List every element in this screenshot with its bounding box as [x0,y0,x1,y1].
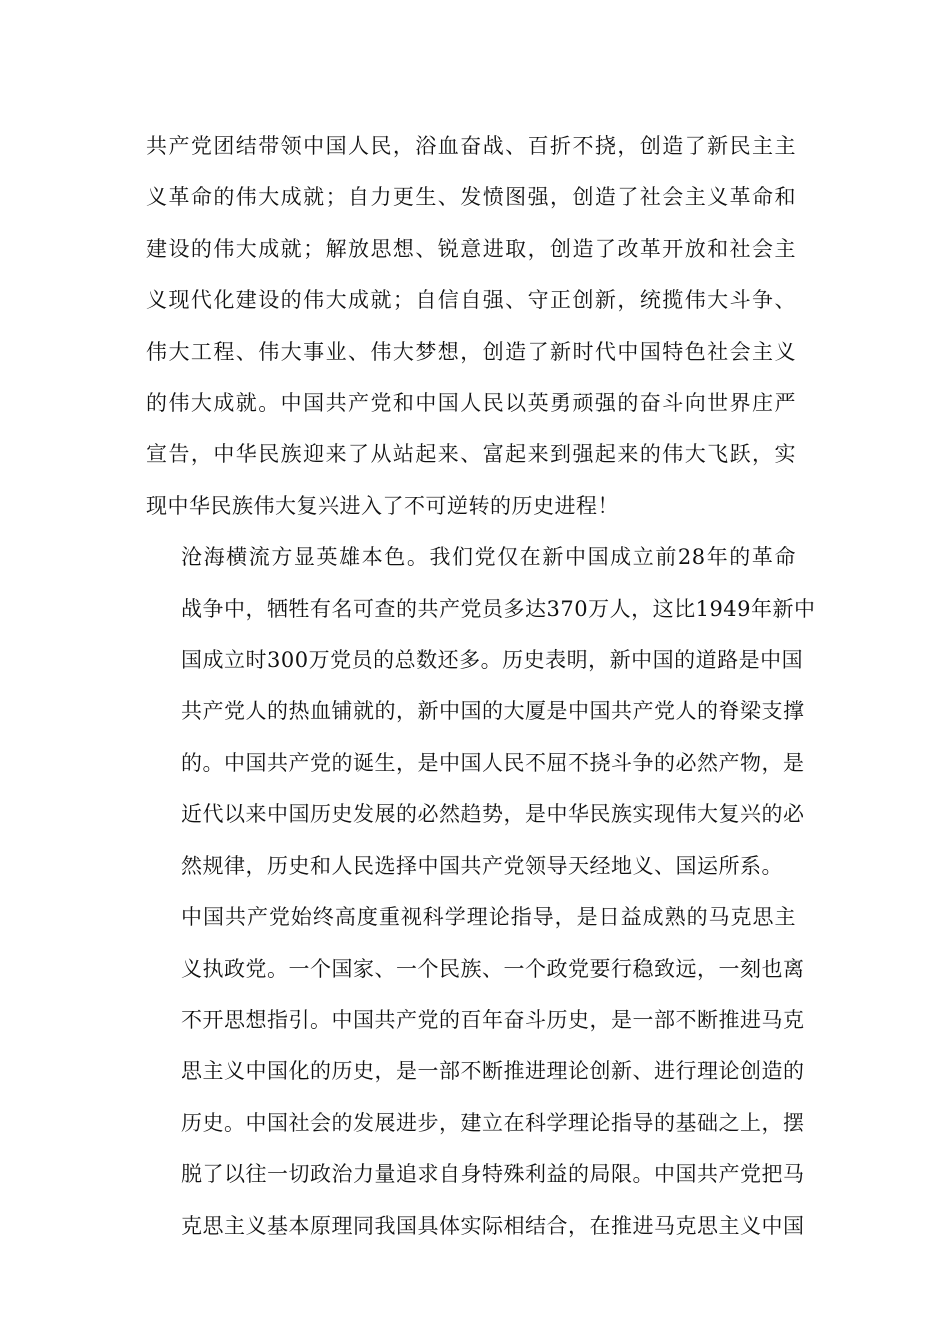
text-line: 中国共产党始终高度重视科学理论指导，是日益成熟的马克思主 [181,905,796,930]
text-line: 的。中国共产党的诞生，是中国人民不屈不挠斗争的必然产物，是 [181,750,805,775]
text-line: 近代以来中国历史发展的必然趋势，是中华民族实现伟大复兴的必 [181,802,805,827]
text-line: 共产党人的热血铺就的，新中国的大厦是中国共产党人的脊梁支撑 [181,699,805,724]
text-line: 思主义中国化的历史，是一部不断推进理论创新、进行理论创造的 [181,1059,805,1084]
paragraph-2 [146,532,816,892]
text-line: 的伟大成就。中国共产党和中国人民以英勇顽强的奋斗向世界庄严 [146,391,796,416]
text-line: 然规律，历史和人民选择中国共产党领导天经地义、国运所系。 [181,853,783,878]
text-line: 义现代化建设的伟大成就；自信自强、守正创新，统揽伟大斗争、 [146,288,796,313]
text-line: 国成立时300万党员的总数还多。历史表明，新中国的道路是中国 [181,648,804,673]
text-line: 共产党团结带领中国人民，浴血奋战、百折不挠，创造了新民主主 [146,134,796,158]
text-line: 历史。中国社会的发展进步，建立在科学理论指导的基础之上，摆 [181,1110,805,1135]
text-line: 伟大工程、伟大事业、伟大梦想，创造了新时代中国特色社会主义 [146,339,796,364]
text-line: 义革命的伟大成就；自力更生、发愤图强，创造了社会主义革命和 [146,185,796,210]
text-line: 战争中，牺牲有名可查的共产党员多达370万人，这比1949年新中 [181,596,816,621]
body-text [146,121,816,1252]
paragraph-3 [146,892,805,1252]
text-line: 义执政党。一个国家、一个民族、一个政党要行稳致远，一刻也离 [181,956,805,981]
text-line: 沧海横流方显英雄本色。我们党仅在新中国成立前28年的革命 [181,545,796,570]
text-line: 不开思想指引。中国共产党的百年奋斗历史，是一部不断推进马克 [181,1007,805,1032]
text-line: 宣告，中华民族迎来了从站起来、富起来到强起来的伟大飞跃，实 [146,442,796,467]
text-line: 脱了以往一切政治力量追求自身特殊利益的局限。中国共产党把马 [181,1162,805,1187]
paragraph-1 [146,121,796,532]
text-line: 建设的伟大成就；解放思想、锐意进取，创造了改革开放和社会主 [146,236,796,261]
text-line: 现中华民族伟大复兴进入了不可逆转的历史进程！ [146,493,619,518]
text-line: 克思主义基本原理同我国具体实际相结合，在推进马克思主义中国 [181,1213,805,1238]
